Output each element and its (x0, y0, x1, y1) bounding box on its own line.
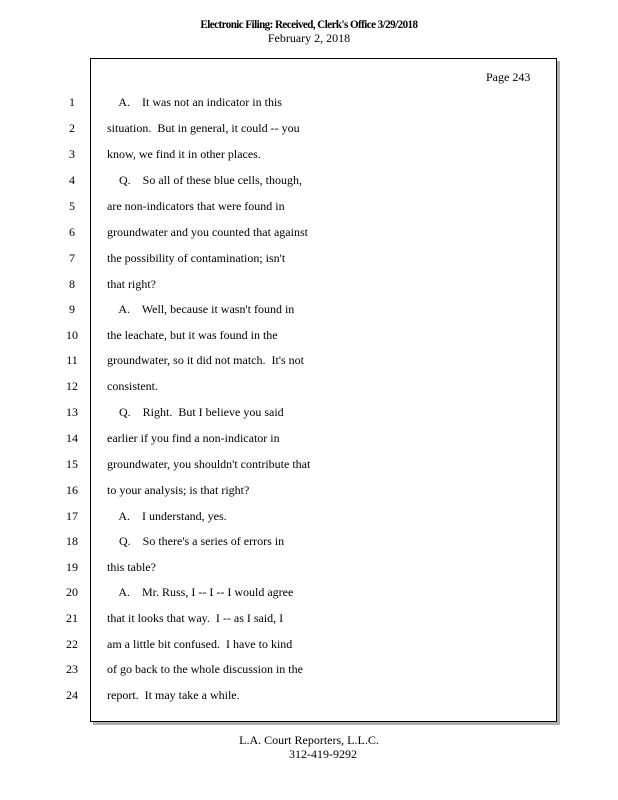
line-text: know, we find it in other places. (107, 147, 261, 161)
transcript-line (0, 277, 618, 303)
hearing-date: February 2, 2018 (267, 31, 351, 45)
transcript-line (0, 225, 618, 251)
transcript-line (0, 379, 618, 405)
line-text: this table? (107, 560, 156, 574)
line-number: 8 (69, 277, 75, 291)
transcript-line (0, 147, 618, 173)
transcript-line (0, 353, 618, 379)
transcript-line (0, 328, 618, 354)
line-number: 20 (66, 585, 78, 599)
line-text: consistent. (107, 379, 158, 393)
line-text: report. It may take a while. (107, 688, 240, 702)
transcript-line (0, 534, 618, 560)
transcript-line (0, 95, 618, 121)
line-text: the leachate, but it was found in the (107, 328, 278, 342)
line-text: situation. But in general, it could -- you (107, 121, 300, 135)
transcript-line (0, 662, 618, 688)
line-number: 21 (66, 611, 78, 625)
line-text: of go back to the whole discussion in the (107, 662, 303, 676)
line-number: 22 (66, 637, 78, 651)
line-number: 19 (66, 560, 78, 574)
transcript-line (0, 121, 618, 147)
line-number: 12 (66, 379, 78, 393)
reporter-footer (0, 733, 618, 761)
line-text: A. Mr. Russ, I -- I -- I would agree (107, 585, 294, 599)
line-number: 11 (66, 353, 78, 367)
line-text: A. I understand, yes. (107, 509, 227, 523)
line-number: 17 (66, 509, 78, 523)
transcript-line (0, 457, 618, 483)
line-text: Q. Right. But I believe you said (107, 405, 284, 419)
transcript-line (0, 637, 618, 663)
line-text: that it looks that way. I -- as I said, I (107, 611, 284, 625)
line-text: groundwater and you counted that against (107, 225, 308, 239)
transcript-line (0, 560, 618, 586)
line-text: am a little bit confused. I have to kind (107, 637, 293, 651)
line-number: 23 (66, 662, 78, 676)
transcript-line (0, 509, 618, 535)
line-text: A. Well, because it wasn't found in (107, 302, 295, 316)
line-text: A. It was not an indicator in this (107, 95, 282, 109)
line-number: 3 (69, 147, 75, 161)
line-text: that right? (107, 277, 156, 291)
line-text: the possibility of contamination; isn't (107, 251, 286, 265)
line-number: 13 (66, 405, 78, 419)
line-text: groundwater, so it did not match. It's not (107, 353, 304, 367)
line-number: 9 (69, 302, 75, 316)
transcript-line (0, 302, 618, 328)
line-text: are non-indicators that were found in (107, 199, 285, 213)
line-text: to your analysis; is that right? (107, 483, 250, 497)
transcript-line (0, 431, 618, 457)
line-number: 18 (66, 534, 78, 548)
transcript-line (0, 199, 618, 225)
line-text: groundwater, you shouldn't contribute that (107, 457, 311, 471)
line-number: 24 (66, 688, 78, 702)
transcript-line (0, 611, 618, 637)
transcript-line (0, 173, 618, 199)
transcript-line (0, 405, 618, 431)
line-number: 16 (66, 483, 78, 497)
line-number: 2 (69, 121, 75, 135)
line-number: 6 (69, 225, 75, 239)
line-number: 14 (66, 431, 78, 445)
line-number: 7 (69, 251, 75, 265)
line-number: 5 (69, 199, 75, 213)
line-text: Q. So all of these blue cells, though, (107, 173, 302, 187)
line-text: earlier if you find a non-indicator in (107, 431, 280, 445)
transcript-line (0, 585, 618, 611)
filing-stamp-text: Electronic Filing: Received, Clerk's Office 3/29/2018 (200, 17, 418, 31)
filing-stamp (0, 17, 618, 45)
line-text: Q. So there's a series of errors in (107, 534, 285, 548)
line-number: 10 (66, 328, 78, 342)
line-number: 4 (69, 173, 75, 187)
transcript-line (0, 688, 618, 714)
line-number: 15 (66, 457, 78, 471)
line-number: 1 (69, 95, 75, 109)
transcript-line (0, 251, 618, 277)
transcript-line (0, 483, 618, 509)
reporter-company: L.A. Court Reporters, L.L.C. (239, 733, 379, 747)
reporter-phone: 312-419-9292 (289, 747, 357, 761)
page-number: Page 243 (486, 70, 531, 84)
